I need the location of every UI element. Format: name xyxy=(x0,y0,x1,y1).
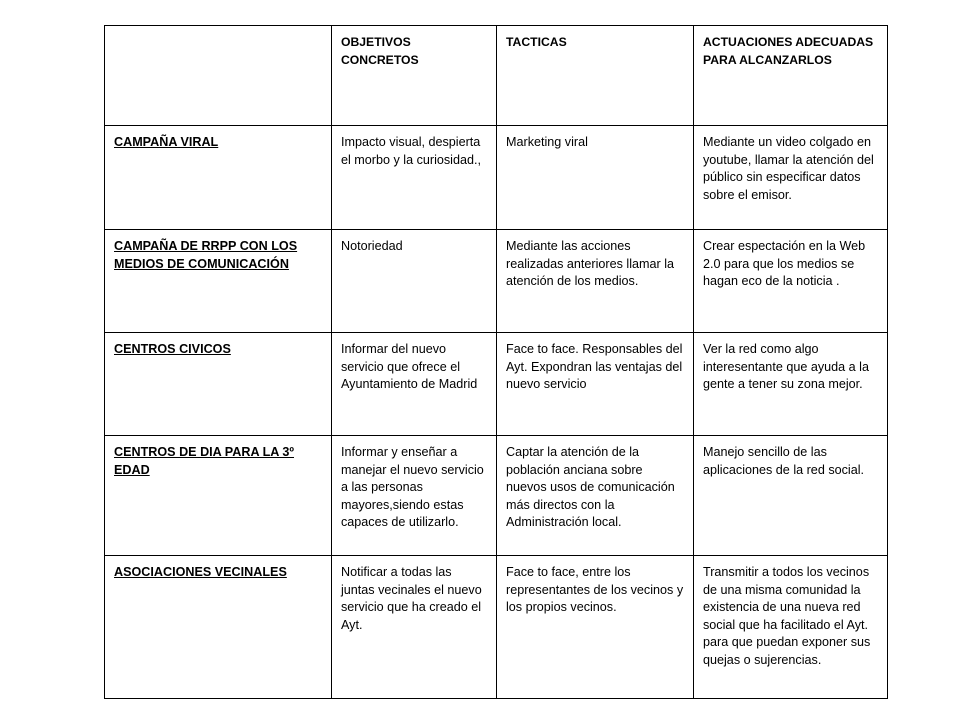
row-label: CENTROS DE DIA PARA LA 3º EDAD xyxy=(105,436,332,556)
row-label: CAMPAÑA DE RRPP CON LOS MEDIOS DE COMUNICACIÓN xyxy=(105,230,332,333)
header-objetivos: OBJETIVOS CONCRETOS xyxy=(332,26,497,126)
cell-tacticas: Face to face. Responsables del Ayt. Expondran las ventajas del nuevo servicio xyxy=(497,333,694,436)
table-row xyxy=(105,556,888,699)
header-tacticas: TACTICAS xyxy=(497,26,694,126)
header-row xyxy=(105,26,888,126)
cell-actuaciones: Transmitir a todos los vecinos de una misma comunidad la existencia de una nueva red social que ha facilitado el Ayt. para que puedan exponer sus quejas o sujerencias. xyxy=(694,556,888,699)
row-label: CENTROS CIVICOS xyxy=(105,333,332,436)
cell-tacticas: Face to face, entre los representantes de los vecinos y los propios vecinos. xyxy=(497,556,694,699)
cell-objetivos: Notoriedad xyxy=(332,230,497,333)
cell-tacticas: Captar la atención de la población anciana sobre nuevos usos de comunicación más directos con la Administración local. xyxy=(497,436,694,556)
table-row xyxy=(105,436,888,556)
cell-actuaciones: Ver la red como algo interesentante que ayuda a la gente a tener su zona mejor. xyxy=(694,333,888,436)
cell-actuaciones: Manejo sencillo de las aplicaciones de la red social. xyxy=(694,436,888,556)
cell-objetivos: Informar y enseñar a manejar el nuevo servicio a las personas mayores,siendo estas capaces de utilizarlo. xyxy=(332,436,497,556)
table-row xyxy=(105,333,888,436)
cell-objetivos: Notificar a todas las juntas vecinales el nuevo servicio que ha creado el Ayt. xyxy=(332,556,497,699)
cell-tacticas: Mediante las acciones realizadas anteriores llamar la atención de los medios. xyxy=(497,230,694,333)
cell-actuaciones: Crear espectación en la Web 2.0 para que los medios se hagan eco de la noticia . xyxy=(694,230,888,333)
row-label: ASOCIACIONES VECINALES xyxy=(105,556,332,699)
cell-actuaciones: Mediante un video colgado en youtube, llamar la atención del público sin especificar datos sobre el emisor. xyxy=(694,126,888,230)
header-actuaciones: ACTUACIONES ADECUADAS PARA ALCANZARLOS xyxy=(694,26,888,126)
table-row xyxy=(105,126,888,230)
table-row xyxy=(105,230,888,333)
cell-objetivos: Impacto visual, despierta el morbo y la curiosidad., xyxy=(332,126,497,230)
row-label: CAMPAÑA VIRAL xyxy=(105,126,332,230)
header-corner-cell xyxy=(105,26,332,126)
cell-tacticas: Marketing viral xyxy=(497,126,694,230)
cell-objetivos: Informar del nuevo servicio que ofrece el Ayuntamiento de Madrid xyxy=(332,333,497,436)
strategy-table xyxy=(104,25,888,699)
